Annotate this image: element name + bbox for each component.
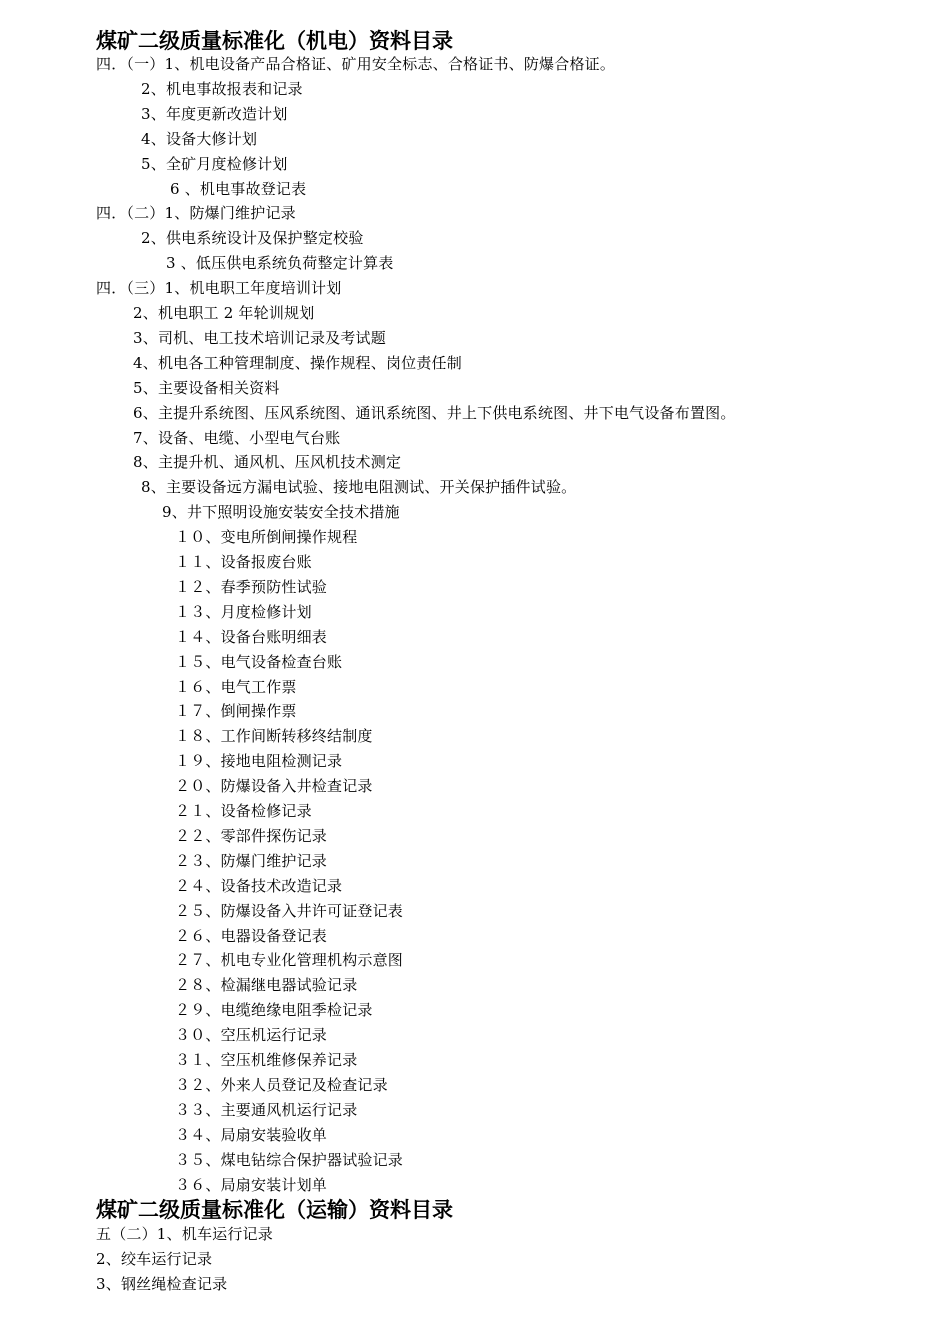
list-item: 5、主要设备相关资料 <box>133 378 280 397</box>
list-item: ３１、空压机维修保养记录 <box>175 1051 358 1069</box>
list-item: 6 、机电事故登记表 <box>170 179 307 198</box>
list-item: ２８、检漏继电器试验记录 <box>175 976 358 995</box>
list-item: ３４、局扇安装验收单 <box>175 1125 328 1144</box>
list-item: ２３、防爆门维护记录 <box>175 851 328 870</box>
list-item: １１、设备报废台账 <box>175 553 312 571</box>
list-item: 3 、低压供电系统负荷整定计算表 <box>166 254 394 273</box>
list-item: １８、工作间断转移终结制度 <box>175 727 373 746</box>
list-item: 五（二）1、机车运行记录 <box>96 1225 273 1243</box>
list-item: 四．（一）1、机电设备产品合格证、矿用安全标志、合格证书、防爆合格证。 <box>96 55 616 73</box>
list-item: ２２、零部件探伤记录 <box>175 826 328 845</box>
list-item: 4、机电各工种管理制度、操作规程、岗位责任制 <box>133 353 462 372</box>
list-item: １５、电气设备检查台账 <box>175 652 343 671</box>
list-item: ３２、外来人员登记及检查记录 <box>175 1075 388 1094</box>
list-item: 7、设备、电缆、小型电气台账 <box>133 428 341 447</box>
list-item: ２４、设备技术改造记录 <box>175 876 343 895</box>
list-item: ３６、局扇安装计划单 <box>175 1175 328 1194</box>
list-item: 5、全矿月度检修计划 <box>141 154 288 173</box>
list-item: １９、接地电阻检测记录 <box>175 752 343 771</box>
list-item: １３、月度检修计划 <box>175 602 312 621</box>
list-item: 四．（三）1、机电职工年度培训计划 <box>96 279 342 298</box>
list-item: 8、主提升机、通风机、压风机技术测定 <box>133 453 402 472</box>
list-item: 2、供电系统设计及保护整定校验 <box>141 229 364 248</box>
list-item: 四．（二）1、防爆门维护记录 <box>96 204 296 223</box>
list-item: 2、机电职工 2 年轮训规划 <box>133 304 315 322</box>
list-item: 3、司机、电工技术培训记录及考试题 <box>133 328 386 347</box>
list-item: ２６、电器设备登记表 <box>175 926 328 945</box>
list-item: ２９、电缆绝缘电阻季检记录 <box>175 1001 373 1020</box>
list-item: 8、主要设备远方漏电试验、接地电阻测试、开关保护插件试验。 <box>141 478 577 497</box>
list-item: １４、设备台账明细表 <box>175 627 328 646</box>
list-item: １７、倒闸操作票 <box>175 702 297 721</box>
list-item: ２０、防爆设备入井检查记录 <box>175 777 373 796</box>
list-item: ２１、设备检修记录 <box>175 802 312 820</box>
list-item: 9、井下照明设施安装安全技术措施 <box>162 503 400 522</box>
list-item: 2、机电事故报表和记录 <box>141 79 303 98</box>
list-item: 6、主提升系统图、压风系统图、通讯系统图、井上下供电系统图、井下电气设备布置图。 <box>133 403 736 422</box>
list-item: ３０、空压机运行记录 <box>175 1026 328 1045</box>
section-title-transport: 煤矿二级质量标准化（运输）资料目录 <box>96 1198 453 1222</box>
list-item: ３５、煤电钻综合保护器试验记录 <box>175 1150 404 1169</box>
list-item: 3、钢丝绳检查记录 <box>96 1274 228 1293</box>
list-item: 4、设备大修计划 <box>141 129 258 148</box>
section-title-electromechanical: 煤矿二级质量标准化（机电）资料目录 <box>96 29 453 53</box>
list-item: ２７、机电专业化管理机构示意图 <box>175 951 404 970</box>
list-item: １６、电气工作票 <box>175 677 297 696</box>
list-item: １０、变电所倒闸操作规程 <box>175 528 358 547</box>
list-item: ２５、防爆设备入井许可证登记表 <box>175 901 404 920</box>
list-item: 3、年度更新改造计划 <box>141 104 288 123</box>
list-item: ３３、主要通风机运行记录 <box>175 1100 358 1119</box>
list-item: 2、绞车运行记录 <box>96 1249 213 1268</box>
list-item: １２、春季预防性试验 <box>175 577 328 596</box>
